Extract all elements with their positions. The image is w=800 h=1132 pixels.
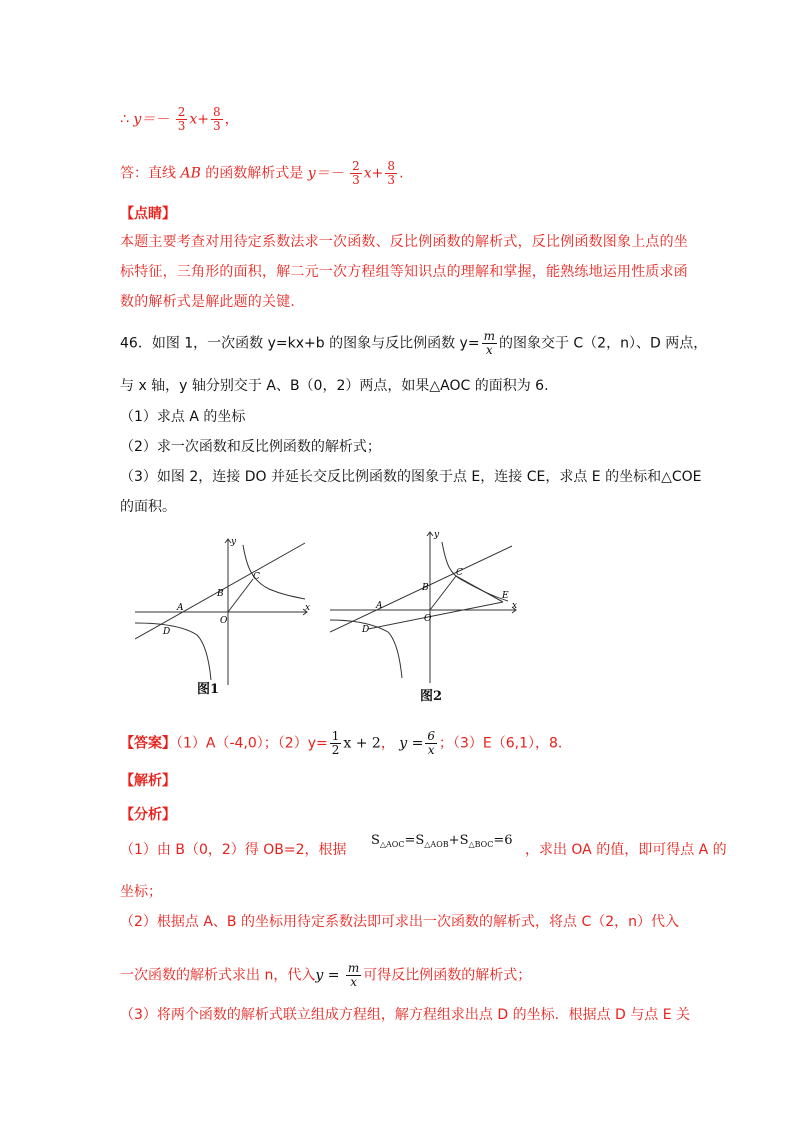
fraction-m-over-x: $\frac{m}{x}$ — [347, 961, 360, 989]
label-E: E — [502, 591, 509, 601]
figure-2-caption: 图2 — [420, 689, 443, 704]
figure-1 — [135, 535, 315, 689]
answer-label: 【答案】 — [120, 735, 176, 752]
label-B: B — [217, 589, 224, 599]
label-B: B — [422, 583, 429, 593]
hyperbola-first-quadrant — [442, 542, 508, 601]
problem-line-1: 46．如图 1，一次函数 y=kx+b 的图象与反比例函数 y= $\frac{m}{x}$ 的图象交于 C（2，n）、D 两点， — [120, 329, 708, 357]
figure-1-caption: 图1 — [197, 682, 220, 697]
figure-2 — [330, 528, 520, 687]
fenxi-heading: 【分析】 — [120, 807, 176, 823]
segment-DE — [368, 602, 503, 629]
fraction: $\frac{8}{3}$ — [387, 159, 396, 187]
segment-CE — [456, 576, 503, 602]
fraction-one-half: $\frac{1}{2}$ — [331, 729, 340, 757]
fraction-m-over-x: $\frac{m}{x}$ — [483, 329, 495, 357]
jiexi-heading: 【解析】 — [120, 773, 176, 789]
label-O: O — [220, 616, 228, 626]
figure-1-graph — [135, 535, 315, 685]
question-2: （2）求一次函数和反比例函数的解析式； — [120, 439, 381, 455]
fraction: $\frac{2}{3}$ — [352, 159, 360, 187]
answer-line: 【答案】（1）A（-4,0）；（2）y= $\frac{1}{2}$ x + 2， y = $\frac{6}{x}$ ；（3）E（6,1），8. — [120, 729, 563, 757]
label-C: C — [253, 572, 260, 582]
label-y: y — [434, 530, 440, 540]
segment-OC — [430, 576, 456, 610]
question-1: （1）求点 A 的坐标 — [120, 409, 246, 425]
analysis-step-3: （3）将两个函数的解析式联立组成方程组，解方程组求出点 D 的坐标．根据点 D 与点 E 关 — [120, 1007, 691, 1023]
linear-function-line — [330, 546, 512, 632]
label-D: D — [163, 627, 171, 637]
hyperbola-third-quadrant — [135, 623, 211, 680]
fraction-six-over-x: $\frac{6}{x}$ — [427, 729, 435, 757]
analysis-step-2: （2）根据点 A、B 的坐标用待定系数法即可求出一次函数的解析式，将点 C（2，n）代入 — [120, 914, 679, 930]
label-C: C — [456, 568, 463, 578]
analysis-step-1: （1）由 B（0，2）得 OB=2，根据 $S_{\triangle AOC}=S_{\triangle AOB}+S_{\triangle BOC}=6$ ，求出 OA 的值，即可得点 A 的 — [120, 833, 727, 858]
question-3-cont: 的面积。 — [120, 499, 176, 515]
conclusion-line: 答：直线 AB 的函数解析式是 y＝－ $\frac{2}{3}$ x+ $\frac{8}{3}$ . — [120, 159, 404, 187]
fraction: $\frac{8}{3}$ — [213, 105, 221, 133]
label-x: x — [305, 603, 311, 613]
dianjing-body: 本题主要考查对用待定系数法求一次函数、反比例函数的解析式，反比例函数图象上点的坐标特征，三角形的面积，解二元一次方程组等知识点的理解和掌握，能熟练地运用性质求函数的解析式是解此题的关键. — [120, 234, 688, 310]
question-3: （3）如图 2，连接 DO 并延长交反比例函数的图象于点 E，连接 CE，求点 E 的坐标和△COE — [120, 469, 702, 485]
analysis-step-1-cont: 坐标； — [120, 884, 162, 900]
label-O: O — [424, 614, 432, 624]
figure-2-graph — [330, 528, 520, 683]
label-x: x — [512, 601, 518, 611]
label-A: A — [177, 603, 184, 613]
dianjing-heading: 【点睛】 — [120, 206, 176, 222]
x-plus: x+ — [189, 111, 210, 128]
label-D: D — [362, 625, 370, 635]
problem-line-2: 与 x 轴，y 轴分别交于 A、B（0，2）两点，如果△AOC 的面积为 6. — [120, 378, 549, 394]
label-y: y — [231, 537, 237, 547]
label-A: A — [376, 601, 383, 611]
y-equals: y＝－ — [133, 111, 170, 128]
fraction: $\frac{2}{3}$ — [177, 105, 186, 133]
area-formula: $S_{\triangle AOC}=S_{\triangle AOB}+S_{\triangle BOC}=6$ — [370, 833, 513, 849]
derivation-line: ∴ y＝－ $\frac{2}{3}$ x+ $\frac{8}{3}$ ， — [120, 105, 239, 133]
analysis-step-2-cont: 一次函数的解析式求出 n，代入y = $\frac{m}{x}$ 可得反比例函数的解析式； — [120, 961, 532, 989]
therefore-symbol: ∴ — [120, 111, 129, 128]
